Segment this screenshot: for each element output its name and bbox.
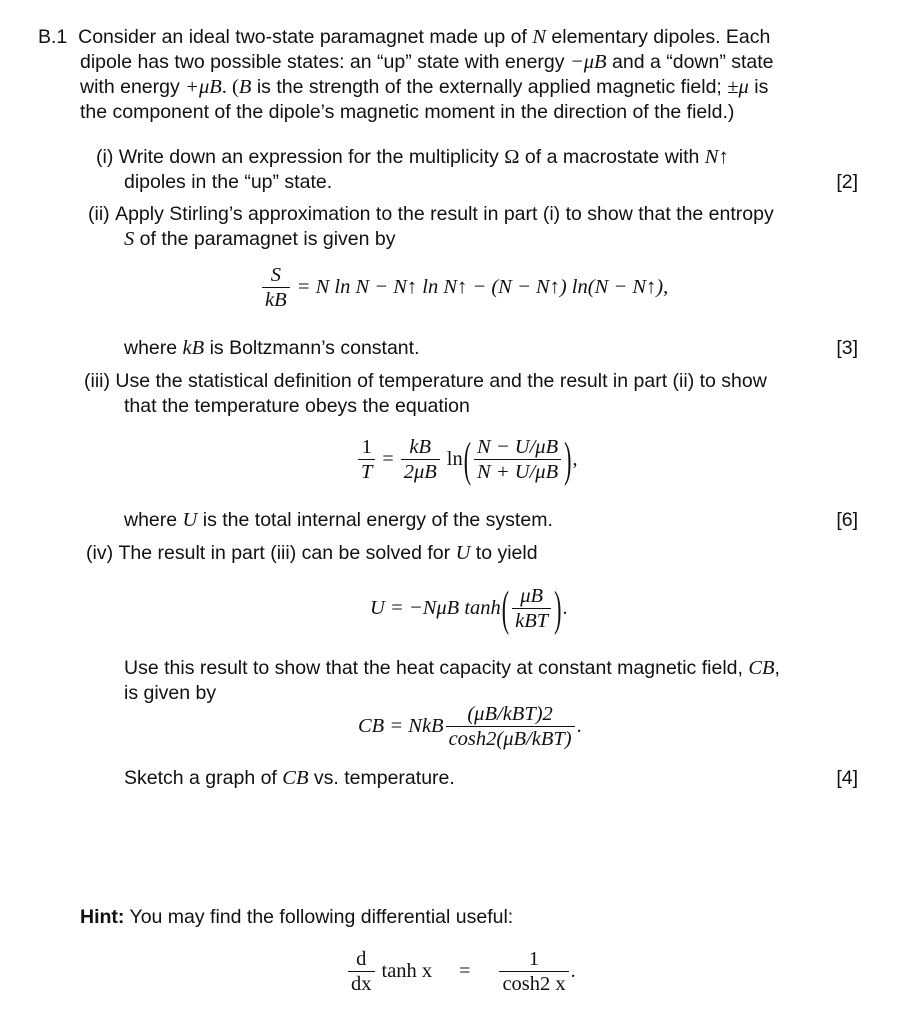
heat-capacity-den: cosh2(μB/kBT) bbox=[448, 728, 572, 750]
part-ii-label: (ii) bbox=[88, 203, 110, 225]
part-iv-text: Use this result to show that the heat capacity at constant magnetic field, bbox=[124, 657, 749, 679]
omega-symbol: Ω bbox=[504, 146, 520, 168]
part-iii-marks: [6] bbox=[836, 509, 858, 531]
part-i-text: Write down an expression for the multiplicity bbox=[118, 146, 505, 168]
entropy-symbol: S bbox=[124, 228, 135, 250]
kb-over-2muB bbox=[401, 435, 440, 484]
muB-over-kbT-den: kBT bbox=[515, 610, 549, 632]
kb-over-2muB-den: 2μB bbox=[403, 461, 437, 483]
heat-capacity-num: (μB/kBT)2 bbox=[446, 702, 575, 727]
sech-squared bbox=[499, 947, 568, 996]
part-i-marks: [2] bbox=[836, 171, 858, 193]
left-paren: ( bbox=[501, 579, 510, 635]
part-iv-text: vs. temperature. bbox=[308, 767, 455, 789]
equals-sign: = bbox=[459, 960, 471, 982]
energy-ratio bbox=[474, 435, 561, 484]
energy-lhs: U = −NμB tanh bbox=[370, 597, 501, 619]
entropy-equation bbox=[260, 263, 668, 312]
one-over-T bbox=[358, 435, 375, 484]
intro-N: N bbox=[532, 26, 546, 48]
energy-ratio-num: N − U/μB bbox=[474, 435, 561, 460]
U-symbol: U bbox=[455, 542, 471, 564]
equals-sign: = bbox=[382, 448, 394, 470]
entropy-fraction-den: kB bbox=[265, 289, 287, 311]
hint-text: You may find the following differential useful: bbox=[124, 906, 514, 928]
muB-over-kbT-num: μB bbox=[512, 584, 551, 609]
right-paren: ) bbox=[564, 430, 572, 486]
derivative-num: d bbox=[348, 947, 375, 972]
part-i-line-1 bbox=[96, 145, 729, 169]
muB-over-kbT bbox=[512, 584, 551, 633]
U-symbol: U bbox=[182, 509, 198, 531]
intro-text: . ( bbox=[221, 76, 239, 98]
derivative-operator bbox=[348, 947, 375, 996]
part-iv-text: , bbox=[774, 657, 780, 679]
derivative-den: dx bbox=[351, 973, 372, 995]
question-line-3 bbox=[80, 75, 768, 99]
eq-period: . bbox=[576, 715, 582, 737]
kb-symbol: kB bbox=[182, 337, 205, 359]
part-i-label: (i) bbox=[96, 146, 114, 168]
question-line-2 bbox=[80, 50, 774, 74]
part-iv-line-1 bbox=[86, 541, 538, 565]
part-i-line-2: dipoles in the “up” state. bbox=[124, 171, 333, 193]
energy-ratio-den: N + U/μB bbox=[477, 461, 559, 483]
heat-capacity-lhs: CB = NkB bbox=[358, 715, 444, 737]
left-paren: ( bbox=[463, 430, 472, 486]
intro-pm-mu: ±μ bbox=[727, 76, 749, 98]
intro-text: is the strength of the externally applied magnetic field; bbox=[251, 76, 728, 98]
CB-symbol: CB bbox=[282, 767, 309, 789]
CB-symbol: CB bbox=[748, 657, 775, 679]
eq-period: . bbox=[562, 597, 568, 619]
part-iii-line-2: that the temperature obeys the equation bbox=[124, 395, 470, 417]
intro-B: B bbox=[238, 76, 252, 98]
n-up-symbol: N↑ bbox=[704, 146, 729, 168]
part-ii-text: Apply Stirling’s approximation to the result in part (i) to show that the entropy bbox=[115, 203, 774, 225]
right-paren: ) bbox=[554, 579, 562, 635]
heat-capacity-fraction bbox=[446, 702, 575, 751]
part-iii-text: Use the statistical definition of temperature and the result in part (ii) to show bbox=[115, 370, 767, 392]
hint-line bbox=[80, 905, 513, 929]
part-ii-line-2 bbox=[124, 227, 396, 251]
sech-num: 1 bbox=[499, 947, 568, 972]
up-energy: −μB bbox=[569, 51, 607, 73]
sech-den: cosh2 x bbox=[502, 973, 566, 995]
entropy-fraction-num: S bbox=[262, 263, 290, 288]
part-ii-text: where bbox=[124, 337, 183, 359]
part-iv-use-line-2: is given by bbox=[124, 682, 217, 704]
ln-function: ln bbox=[446, 448, 463, 470]
intro-text: and a “down” state bbox=[606, 51, 774, 73]
energy-equation bbox=[370, 579, 568, 635]
part-iii-where bbox=[124, 508, 553, 532]
intro-text: Consider an ideal two-state paramagnet made up of bbox=[78, 26, 533, 48]
part-iv-text: to yield bbox=[470, 542, 538, 564]
part-iii-line-1 bbox=[84, 369, 767, 393]
part-ii-line-1 bbox=[88, 202, 774, 226]
part-ii-text: is Boltzmann’s constant. bbox=[204, 337, 420, 359]
hint-equation bbox=[346, 947, 576, 996]
part-i-text: of a macrostate with bbox=[519, 146, 705, 168]
down-energy: +μB bbox=[185, 76, 222, 98]
part-iv-marks: [4] bbox=[836, 767, 858, 789]
intro-text: elementary dipoles. Each bbox=[546, 26, 771, 48]
hint-label: Hint: bbox=[80, 906, 125, 928]
part-iv-use-line-1 bbox=[124, 656, 780, 680]
question-number: B.1 bbox=[38, 26, 68, 48]
part-iii-label: (iii) bbox=[84, 370, 110, 392]
part-ii-marks: [3] bbox=[836, 337, 858, 359]
eq-comma: , bbox=[572, 448, 578, 470]
tanh-x: tanh x bbox=[381, 960, 433, 982]
part-iv-text: The result in part (iii) can be solved for bbox=[118, 542, 456, 564]
one-over-T-num: 1 bbox=[358, 435, 375, 460]
kb-over-2muB-num: kB bbox=[401, 435, 440, 460]
entropy-rhs: = N ln N − N↑ ln N↑ − (N − N↑) ln(N − N↑), bbox=[296, 276, 669, 298]
temperature-equation bbox=[356, 430, 578, 486]
part-ii-text: of the paramagnet is given by bbox=[134, 228, 396, 250]
intro-text: is bbox=[748, 76, 769, 98]
part-iv-text: Sketch a graph of bbox=[124, 767, 283, 789]
part-iv-label: (iv) bbox=[86, 542, 114, 564]
one-over-T-den: T bbox=[361, 461, 373, 483]
heat-capacity-equation bbox=[358, 702, 582, 751]
part-iv-sketch bbox=[124, 766, 455, 790]
part-ii-where bbox=[124, 336, 420, 360]
part-iii-text: is the total internal energy of the system. bbox=[197, 509, 553, 531]
intro-text: dipole has two possible states: an “up” state with energy bbox=[80, 51, 570, 73]
eq-period: . bbox=[570, 960, 576, 982]
question-line-1 bbox=[38, 25, 770, 49]
entropy-fraction bbox=[262, 263, 290, 312]
question-line-4: the component of the dipole’s magnetic moment in the direction of the field.) bbox=[80, 101, 735, 123]
part-iii-text: where bbox=[124, 509, 183, 531]
intro-text: with energy bbox=[80, 76, 186, 98]
